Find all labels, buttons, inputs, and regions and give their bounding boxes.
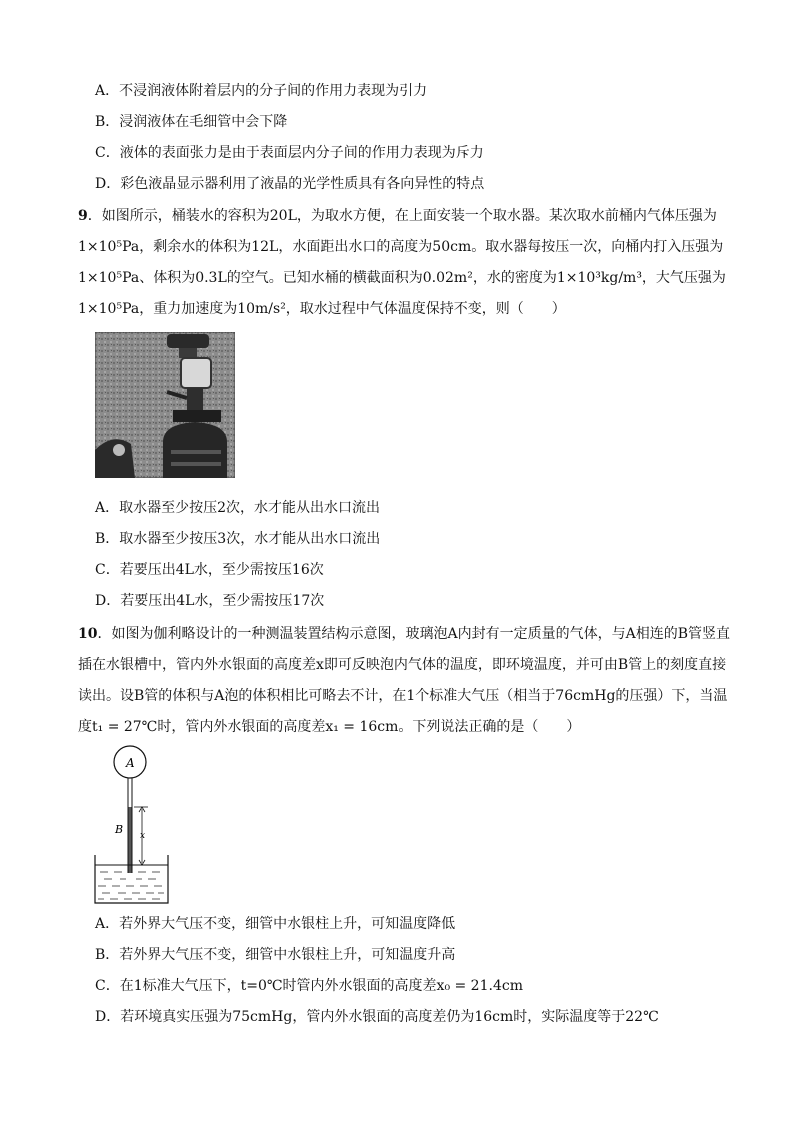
q8-option-c: C．液体的表面张力是由于表面层内分子间的作用力表现为斥力 bbox=[95, 145, 484, 161]
q9-option-a: A．取水器至少按压2次，水才能从出水口流出 bbox=[95, 500, 381, 516]
q9-number: 9 bbox=[78, 208, 88, 224]
bulb-label: A bbox=[126, 756, 135, 770]
q10-stem bbox=[78, 619, 738, 743]
q9-option-c: C．若要压出4L水，至少需按压16次 bbox=[95, 562, 324, 578]
q10-option-a: A．若外界大气压不变，细管中水银柱上升，可知温度降低 bbox=[95, 916, 456, 932]
thermometer-diagram bbox=[92, 745, 172, 905]
q10-option-c: C．在1标准大气压下，t=0℃时管内外水银面的高度差x₀ = 21.4cm bbox=[95, 978, 523, 994]
q8-option-a: A．不浸润液体附着层内的分子间的作用力表现为引力 bbox=[95, 83, 428, 99]
height-label: x bbox=[140, 831, 146, 841]
q8-option-b: B．浸润液体在毛细管中会下降 bbox=[95, 114, 288, 130]
q9-stem bbox=[78, 201, 738, 325]
tube-label: B bbox=[115, 823, 124, 836]
water-dispenser-photo bbox=[95, 332, 235, 478]
q10-option-d: D．若环境真实压强为75cmHg，管内外水银面的高度差仍为16cm时，实际温度等于22℃ bbox=[95, 1009, 659, 1025]
q9-option-d: D．若要压出4L水，至少需按压17次 bbox=[95, 593, 325, 609]
q8-option-d: D．彩色液晶显示器利用了液晶的光学性质具有各向异性的特点 bbox=[95, 176, 485, 192]
mercury-column bbox=[129, 807, 132, 873]
q9-option-b: B．取水器至少按压3次，水才能从出水口流出 bbox=[95, 531, 381, 547]
q9-text: ．如图所示，桶装水的容积为20L，为取水方便，在上面安装一个取水器。某次取水前桶内气体压强为1×10⁵Pa，剩余水的体积为12L，水面距出水口的高度为50cm。取水器每按压一次，向桶内打入压强为1×10⁵Pa、体积为0.3L的空气。已知水桶的横截面积为0.02m²，水的密度为1×10³kg/m³，大气压强为1×10⁵Pa，重力加速度为10m/s²，取水过程中气体温度保持不变，则（ ） bbox=[78, 208, 726, 317]
q10-option-b: B．若外界大气压不变，细管中水银柱上升，可知温度升高 bbox=[95, 947, 456, 963]
mercury-hatch bbox=[98, 872, 164, 899]
q10-text: ．如图为伽利略设计的一种测温装置结构示意图，玻璃泡A内封有一定质量的气体，与A相连的B管竖直插在水银槽中，管内外水银面的高度差x即可反映泡内气体的温度，即环境温度，并可由B管上的刻度直接读出。设B管的体积与A泡的体积相比可略去不计，在1个标准大气压（相当于76cmHg的压强）下，当温度t₁ = 27℃时，管内外水银面的高度差x₁ = 16cm。下列说法正确的是（ ） bbox=[78, 626, 730, 735]
q10-number: 10 bbox=[78, 626, 98, 642]
